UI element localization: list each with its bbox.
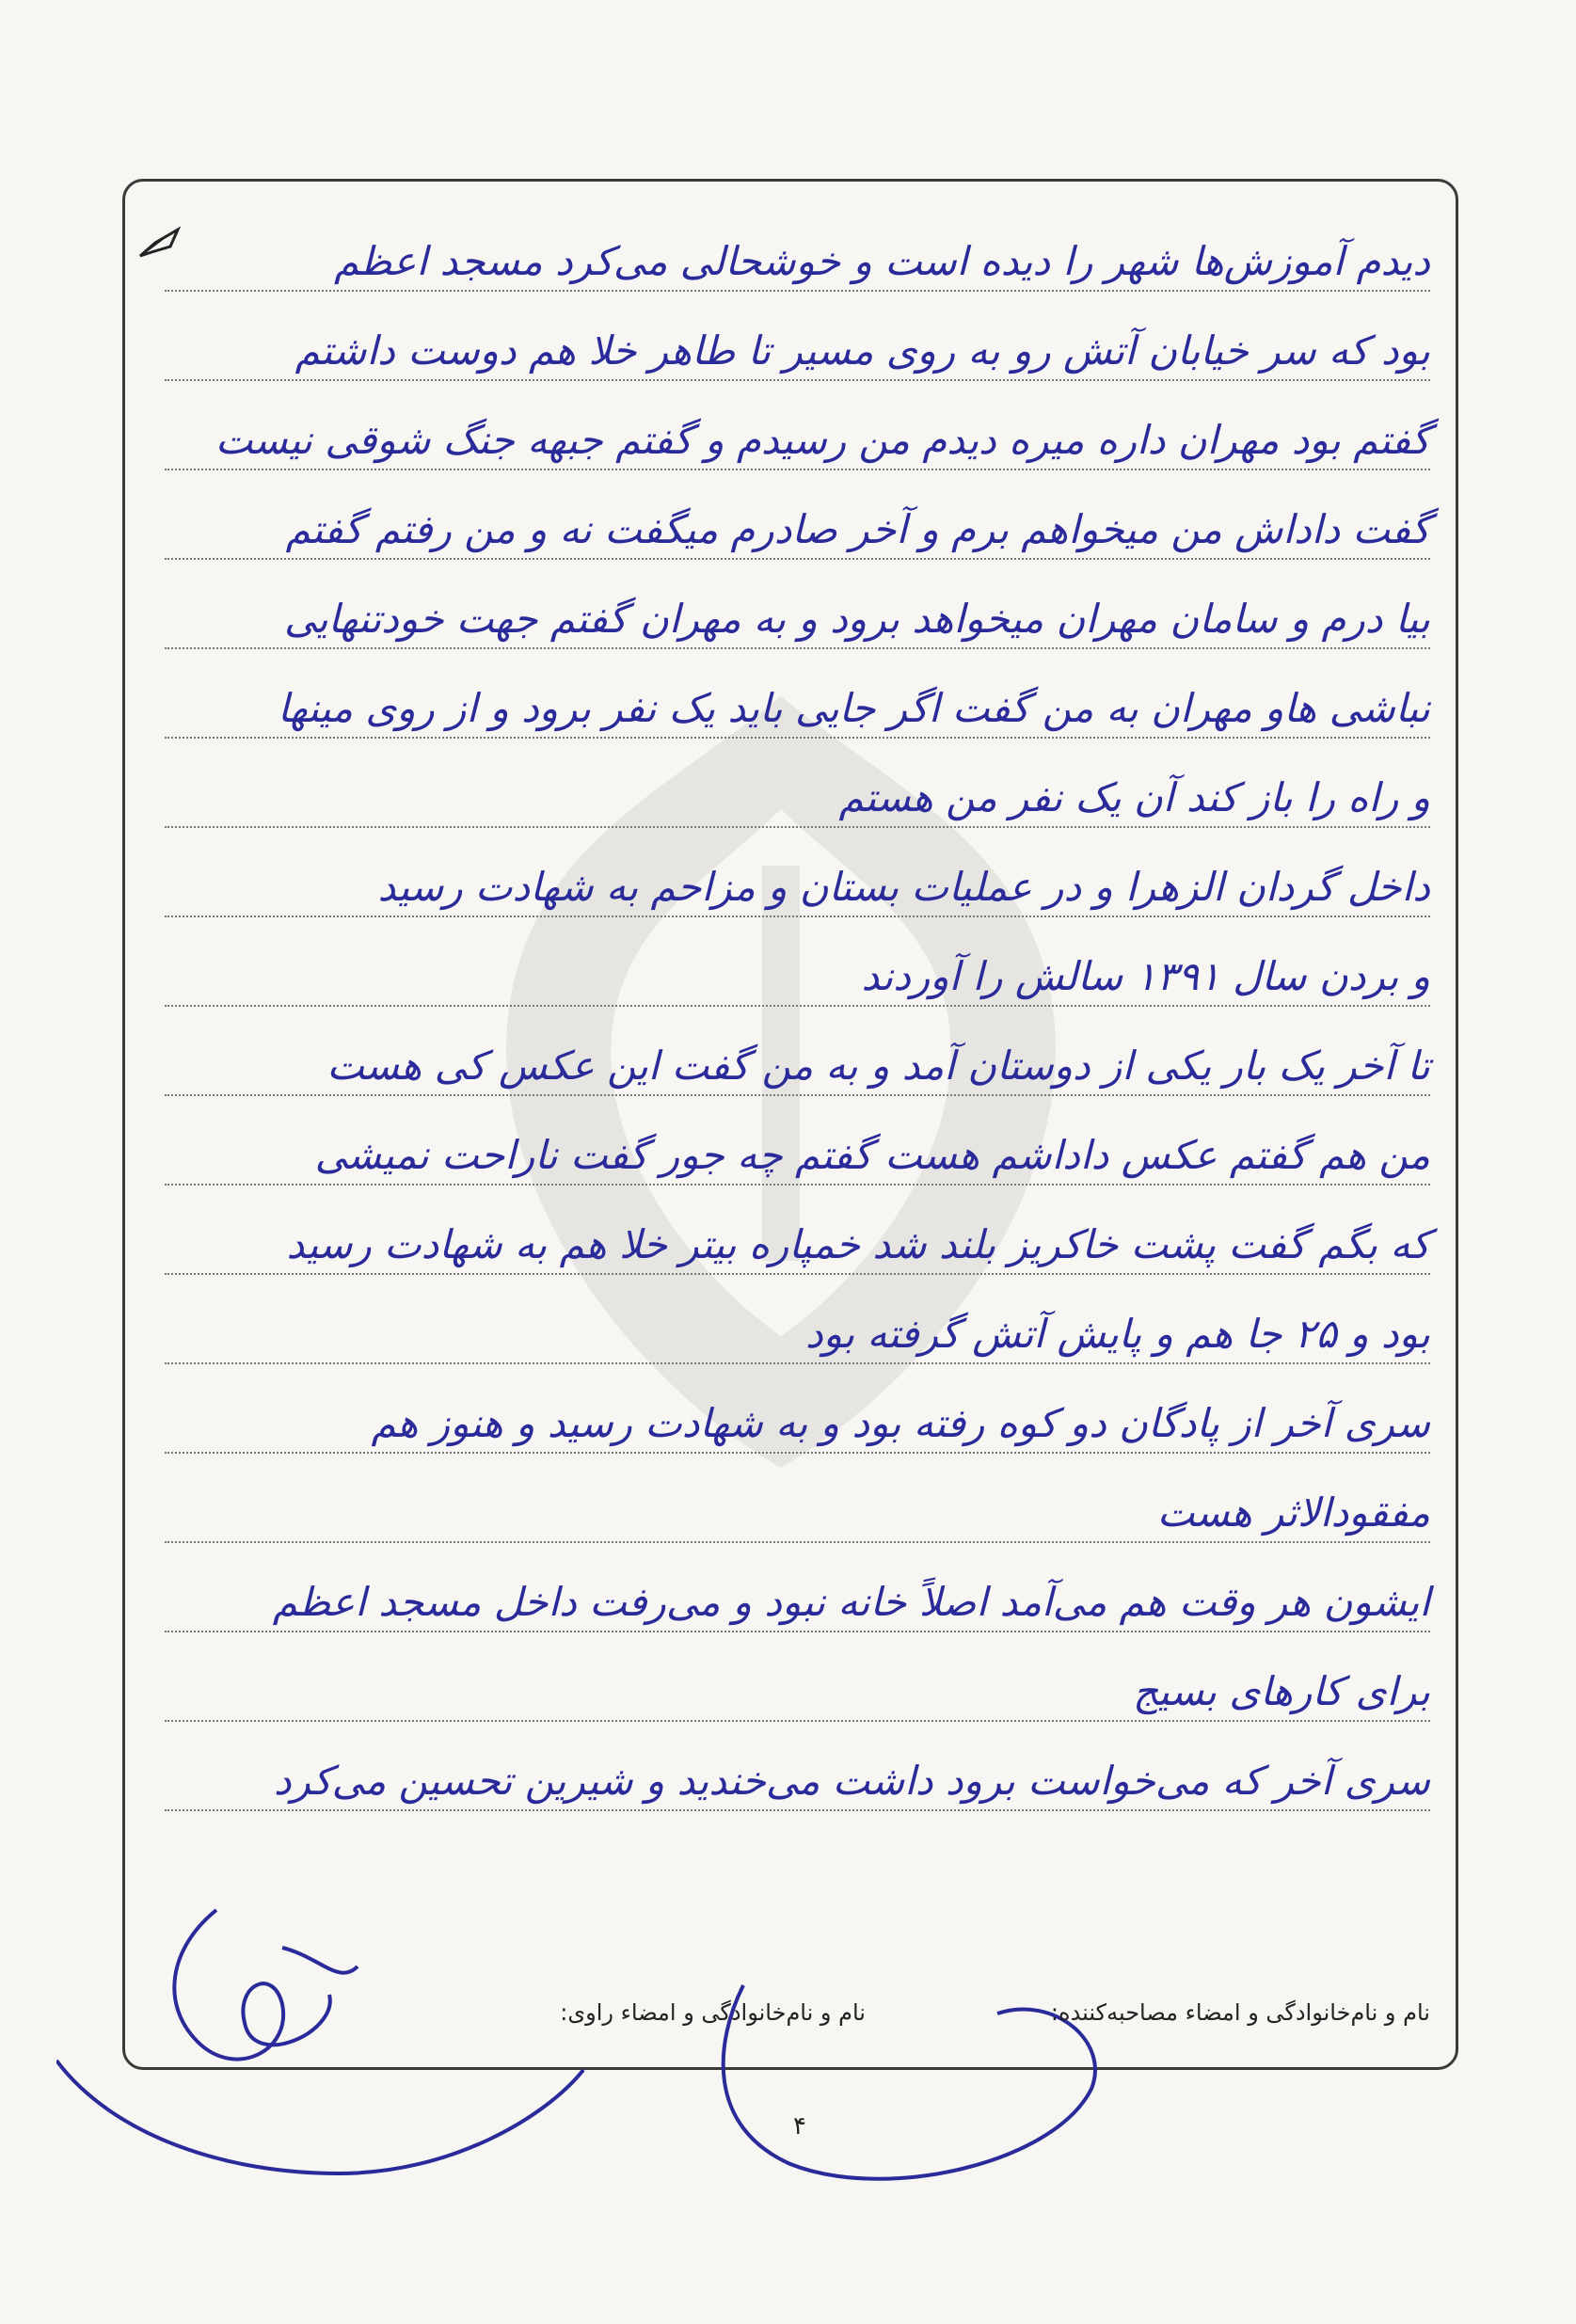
line-row bbox=[165, 1275, 1430, 1364]
line-row bbox=[165, 202, 1430, 292]
handwritten-text: بود و ۲۵ جا هم و پایش آتش گرفته بود bbox=[805, 1311, 1430, 1357]
handwritten-text: دیدم آموزش‌ها شهر را دیده است و خوشحالی می‌کرد مسجد اعظم bbox=[333, 238, 1430, 284]
handwritten-text: گفتم بود مهران داره میره دیدم من رسیدم و گفتم جبهه جنگ شوقی نیست bbox=[215, 417, 1430, 463]
line-row bbox=[165, 1722, 1430, 1811]
line-row bbox=[165, 739, 1430, 828]
handwritten-text: ایشون هر وقت هم می‌آمد اصلاً خانه نبود و می‌رفت داخل مسجد اعظم bbox=[272, 1579, 1430, 1625]
handwritten-text: سری آخر که می‌خواست برود داشت می‌خندید و شیرین تحسین می‌کرد bbox=[273, 1758, 1430, 1804]
handwritten-text: من هم گفتم عکس داداشم هست گفتم چه جور گفت ناراحت نمیشی bbox=[314, 1132, 1430, 1178]
line-row bbox=[165, 1454, 1430, 1543]
handwritten-lines bbox=[165, 202, 1430, 1811]
line-row bbox=[165, 917, 1430, 1007]
line-row bbox=[165, 649, 1430, 739]
line-row bbox=[165, 470, 1430, 560]
line-row bbox=[165, 292, 1430, 381]
handwritten-text: مفقودالاثر هست bbox=[1156, 1489, 1430, 1536]
handwritten-text: بود که سر خیابان آتش رو به روی مسیر تا طاهر خلا هم دوست داشتم bbox=[295, 327, 1430, 374]
handwritten-text: تا آخر یک بار یکی از دوستان آمد و به من گفت این عکس کی هست bbox=[326, 1043, 1430, 1089]
line-row bbox=[165, 1632, 1430, 1722]
handwritten-text: که بگم گفت پشت خاکریز بلند شد خمپاره بیتر خلا هم به شهادت رسید bbox=[286, 1221, 1430, 1267]
line-row bbox=[165, 1007, 1430, 1096]
handwritten-text: بیا درم و سامان مهران میخواهد برود و به مهران گفتم جهت خودتنهایی bbox=[283, 596, 1430, 642]
line-row bbox=[165, 1186, 1430, 1275]
handwritten-text: گفت داداش من میخواهم برم و آخر صادرم میگفت نه و من رفتم گفتم bbox=[285, 506, 1430, 552]
narrator-signature-label: نام و نام‌خانوادگی و امضاء راوی: bbox=[560, 1999, 866, 2026]
interviewer-signature-label: نام و نام‌خانوادگی و امضاء مصاحبه‌کننده: bbox=[1050, 1999, 1430, 2026]
handwritten-text: برای کارهای بسیج bbox=[1133, 1668, 1430, 1714]
line-row bbox=[165, 1543, 1430, 1632]
line-row bbox=[165, 1364, 1430, 1454]
signature-labels bbox=[132, 1999, 1449, 2046]
line-row bbox=[165, 560, 1430, 649]
handwritten-text: داخل گردان الزهرا و در عملیات بستان و مزاحم به شهادت رسید bbox=[377, 864, 1430, 910]
handwritten-text: و بردن سال ۱۳۹۱ سالش را آوردند bbox=[861, 953, 1430, 999]
page-number: ۴ bbox=[793, 2112, 806, 2141]
handwritten-text: سری آخر از پادگان دو کوه رفته بود و به شهادت رسید و هنوز هم bbox=[371, 1400, 1430, 1446]
signature-icon bbox=[56, 1891, 1110, 2211]
line-row bbox=[165, 1096, 1430, 1186]
handwritten-text: نباشی هاو مهران به من گفت اگر جایی باید یک نفر برود و از روی مینها bbox=[278, 685, 1430, 731]
line-row bbox=[165, 381, 1430, 470]
line-row bbox=[165, 828, 1430, 917]
handwritten-text: و راه را باز کند آن یک نفر من هستم bbox=[838, 774, 1430, 820]
